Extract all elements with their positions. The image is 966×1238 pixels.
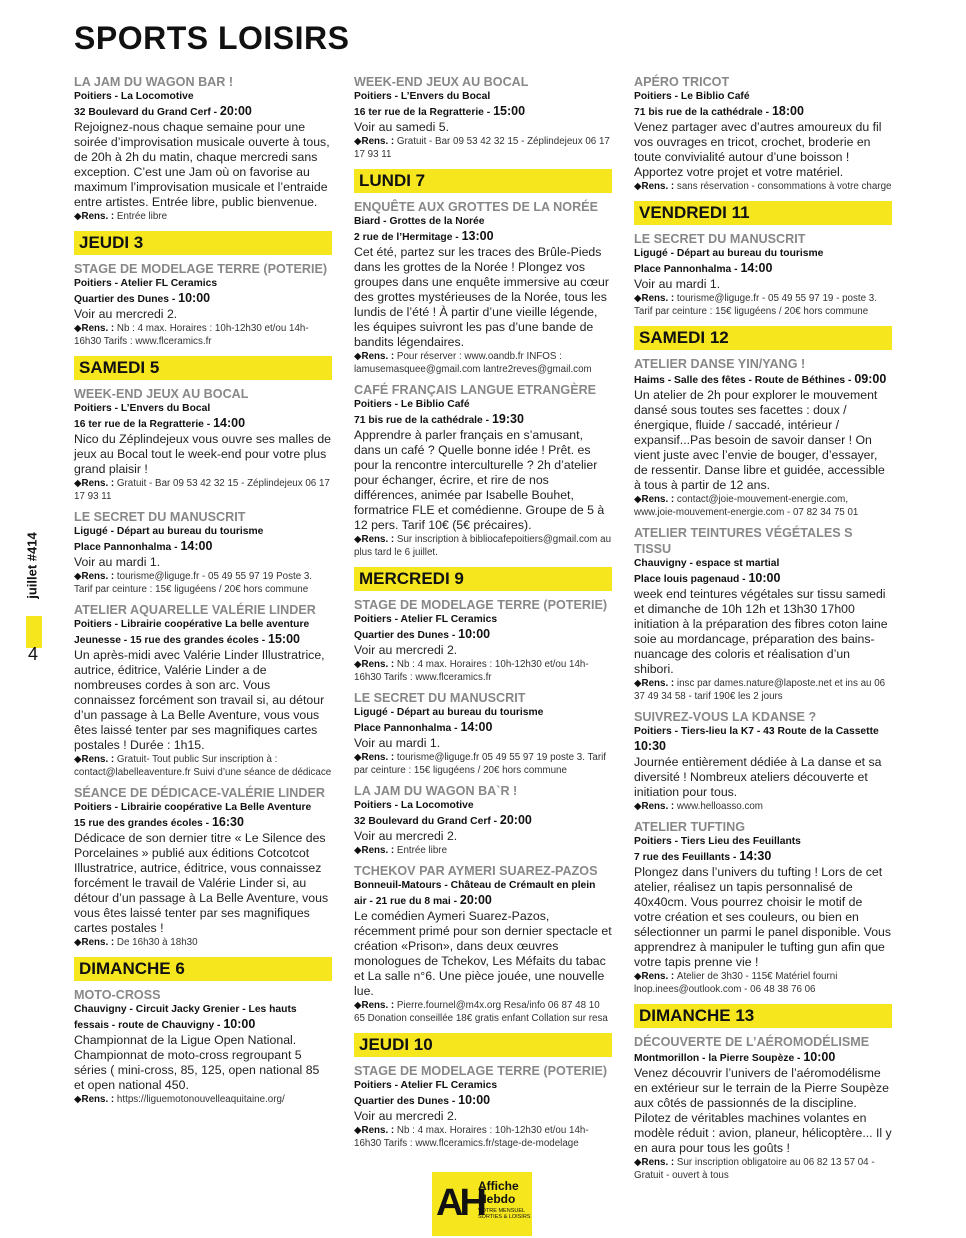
event-description: Rejoignez-nous chaque semaine pour une soirée d’improvisation musicale ouverte à tous, de 20h à 2h du matin, chaque mercredi sans exception. C’est une Jam où on favorise au maximum l’improvisation musicale et l’entraide entre artistes. Entrée libre, public bienvenue. xyxy=(74,120,330,209)
event xyxy=(74,602,332,779)
event-title: WEEK-END JEUX AU BOCAL xyxy=(74,387,249,401)
event-info: ◆Rens. : De 16h30 à 18h30 xyxy=(74,937,198,948)
event xyxy=(354,783,612,857)
event-time: 10:30 xyxy=(634,739,666,753)
event-address xyxy=(634,739,892,755)
event-time: 10:00 xyxy=(803,1050,836,1064)
event-address: 16 ter rue de la Regratterie - 14:00 xyxy=(74,416,246,430)
event-info: ◆Rens. : tourisme@liguge.fr 05 49 55 97 19 poste 3. Tarif par ceinture : 15€ ligugéens / 20€ hors commune xyxy=(354,752,607,776)
page-margin-info xyxy=(22,520,46,670)
event-description: Nico du Zéplindejeux vous ouvre ses malles de jeux au Bocal tout le week-end pour votre plus grand plaisir ! xyxy=(74,432,332,476)
event-title: LE SECRET DU MANUSCRIT xyxy=(634,232,806,246)
event-title: ATELIER TUFTING xyxy=(634,820,746,834)
event-title: SÉANCE DE DÉDICACE-VALÉRIE LINDER xyxy=(74,786,325,800)
event xyxy=(354,1063,612,1150)
event-venue: Poitiers - Le Biblio Café xyxy=(634,91,750,102)
event xyxy=(74,386,332,503)
event-address: Place Pannonhalma - 14:00 xyxy=(354,720,493,734)
event-description: Voir au mercredi 2. xyxy=(354,1109,458,1123)
event-time: 14:00 xyxy=(213,416,246,430)
event-venue: Poitiers - L’Envers du Bocal xyxy=(74,403,211,414)
section-title: SPORTS LOISIRS xyxy=(74,20,350,56)
event-info: ◆Rens. : Nb : 4 max. Horaires : 10h-12h30 et/ou 14h-16h30 Tarifs : www.flceramics.fr xyxy=(354,659,589,683)
event-time: 09:00 xyxy=(854,372,887,386)
event-time: 14:00 xyxy=(460,720,493,734)
event-venue: Poitiers - La Locomotive xyxy=(74,91,194,102)
event-venue: Poitiers - Tiers Lieu des Feuillants xyxy=(634,836,801,847)
event-address: 7 rue des Feuillants - 14:30 xyxy=(634,849,772,863)
event-description: Voir au mardi 1. xyxy=(634,277,721,291)
event-address: 15 rue des grandes écoles - 16:30 xyxy=(74,815,244,829)
event-info: ◆Rens. : Gratuit- Tout public Sur inscription à : contact@labelleaventure.fr Suivi d’une séance de dédicace xyxy=(74,754,332,778)
event-venue: Ligugé - Départ au bureau du tourisme xyxy=(354,707,544,718)
event-venue: Bonneuil-Matours - Château de Crémault en plein xyxy=(354,880,596,891)
event xyxy=(634,525,892,703)
event-info: ◆Rens. : Pierre.fournel@m4x.org Resa/info 06 87 48 10 65 Donation conseillée 18€ gratis enfant Collation sur resa xyxy=(354,1000,608,1024)
event-venue: Poitiers - La Locomotive xyxy=(354,800,474,811)
event-description: week end teintures végétales sur tissu samedi et dimanche de 10h 12h et 13h30 17h00 initiation à la préparation des fibres coton laine soie au mordancage, préparation des bains- nuancage des coloris et réalisation d’un shibori. xyxy=(634,587,888,676)
event-venue: Poitiers - L’Envers du Bocal xyxy=(354,91,491,102)
event-description: Dédicace de son dernier titre « Le Silence des Porcelaines » publié aux éditions Cotcotcot Illustratrice, autrice, éditrice, vous connaissez forcément le travail de Valérie Linder si, au détour d’un passage à La Belle Aventure, vous vous êtes laissé tenter par ses magnifiques cartes postales ! xyxy=(74,831,329,935)
event-address: Place louis pagenaud - 10:00 xyxy=(634,571,781,585)
event-description: Un après-midi avec Valérie Linder Illustratrice, autrice, éditrice, Valérie Linder a de nombreuses cordes à son arc. Vous connaissez forcément son travail si, au détour d’un passage à La Belle Aventure, vous vous êtes laissé tenter par ses magnifiques cartes postales ! Durée : 1h15. xyxy=(74,648,325,752)
day-heading: DIMANCHE 13 xyxy=(634,1004,892,1028)
event-title: LE SECRET DU MANUSCRIT xyxy=(74,510,246,524)
event-address: 32 Boulevard du Grand Cerf - 20:00 xyxy=(74,104,252,118)
event-description: Apprendre à parler français en s’amusant, dans un café ? Quelle bonne idée ! Prêt. es pour la rencontre interculturelle ? 2h d’atelier pour échanger, écrire, et rire de nos différences, animée par Isabelle Bouhet, formatrice FLE et comédienne. Groupe de 5 à 12 pers. Tarif 10€ (5€ précaires). xyxy=(354,428,605,532)
event-info: ◆Rens. : https://liguemotonouvelleaquitaine.org/ xyxy=(74,1094,285,1105)
event-description: Voir au mercredi 2. xyxy=(74,307,178,321)
event-address: 71 bis rue de la cathédrale - 19:30 xyxy=(354,412,524,426)
event-description: Cet été, partez sur les traces des Brûle-Pieds dans les grottes de la Norée ! Plongez vos groupes dans une enquête immersive au cœur des grottes mystérieuses de la Norée, tous les lundis de l’été ! À partir d’une vieille légende, les équipes suivront les pas d’une bande de bandits légendaires. xyxy=(354,245,609,349)
event-info: ◆Rens. : Entrée libre xyxy=(74,211,168,222)
event xyxy=(634,1034,892,1182)
event-description: Le comédien Aymeri Suarez-Pazos, récemment primé pour son dernier spectacle et création «Prison», dans deux œuvres monologues de Tchekov, Les Méfaits du tabac et La salle n°6. Une pièce jouée, une nouvelle lue. xyxy=(354,909,612,998)
column-1 xyxy=(74,74,332,1108)
event-time: 20:00 xyxy=(219,104,252,118)
event-description: Championnat de la Ligue Open National. Championnat de moto-cross regroupant 5 séries ( mini-cross, 85, 125, open national 85 et open national 450. xyxy=(74,1033,320,1092)
event-title: LE SECRET DU MANUSCRIT xyxy=(354,691,526,705)
event xyxy=(74,74,332,223)
event-title: STAGE DE MODELAGE TERRE (POTERIE) xyxy=(354,598,608,612)
event-description: Voir au mercredi 2. xyxy=(354,829,458,843)
event-title: ATELIER DANSE YIN/YANG ! xyxy=(634,357,806,371)
logo-tagline: VOTRE MENSUEL SORTIES & LOISIRS xyxy=(478,1208,531,1220)
issue-label: juillet #414 xyxy=(24,532,40,599)
event-time: 19:30 xyxy=(491,412,524,426)
day-heading: SAMEDI 5 xyxy=(74,356,332,380)
column-3 xyxy=(634,74,892,1184)
day-heading: VENDREDI 11 xyxy=(634,201,892,225)
event xyxy=(354,597,612,684)
event-time: 20:00 xyxy=(499,813,532,827)
event-description: Venez partager avec d’autres amoureux du fil vos ouvrages en tricot, crochet, broderie en toute convivialité autour d’une boisson ! Apportez votre projet et votre matériel. xyxy=(634,120,882,179)
event xyxy=(74,261,332,348)
event-title: MOTO-CROSS xyxy=(74,988,161,1002)
event-address: 16 ter rue de la Regratterie - 15:00 xyxy=(354,104,526,118)
day-heading: JEUDI 10 xyxy=(354,1033,612,1057)
event-venue: Chauvigny - espace st martial xyxy=(634,558,780,569)
event xyxy=(634,356,892,519)
event-venue: Ligugé - Départ au bureau du tourisme xyxy=(634,248,824,259)
column-2 xyxy=(354,74,612,1152)
day-heading: SAMEDI 12 xyxy=(634,326,892,350)
event-venue: Poitiers - Librairie coopérative La Belle Aventure xyxy=(74,802,312,813)
event-venue: Ligugé - Départ au bureau du tourisme xyxy=(74,526,264,537)
event-title: TCHEKOV PAR AYMERI SUAREZ-PAZOS xyxy=(354,864,598,878)
event-description: Voir au mardi 1. xyxy=(74,555,161,569)
day-heading: LUNDI 7 xyxy=(354,169,612,193)
event-title: ATELIER AQUARELLE VALÉRIE LINDER xyxy=(74,603,316,617)
event-time: 15:00 xyxy=(493,104,526,118)
event-info: ◆Rens. : Sur inscription obligatoire au 06 82 13 57 04 - Gratuit - ouvert à tous xyxy=(634,1157,875,1181)
event-address: Haims - Salle des fêtes - Route de Béthines - 09:00 xyxy=(634,372,887,386)
day-heading: JEUDI 3 xyxy=(74,231,332,255)
day-heading: MERCREDI 9 xyxy=(354,567,612,591)
event xyxy=(74,785,332,949)
event-venue: Poitiers - Tiers-lieu la K7 - 43 Route de la Cassette xyxy=(634,726,879,737)
event-description: Venez découvrir l’univers de l’aéromodélisme en extérieur sur le terrain de la Pierre Soupèze aux côtés de passionnés de la discipline. Pilotez de véritables machines volantes en modèle réduit : avion, planeur, hélicoptère... Il y en aura pour tous les goûts ! xyxy=(634,1066,892,1155)
event-address: Quartier des Dunes - 10:00 xyxy=(354,1093,491,1107)
logo-name: Affiche Hebdo xyxy=(478,1179,519,1206)
event-info: ◆Rens. : Pour réserver : www.oandb.fr INFOS : lamusemasquee@gmail.com lantre2reves@gmail.com xyxy=(354,351,592,375)
event-title: LA JAM DU WAGON BAR ! xyxy=(74,75,234,89)
event-info: ◆Rens. : Nb : 4 max. Horaires : 10h-12h30 et/ou 14h-16h30 Tarifs : www.flceramics.fr/stage-de-modelage xyxy=(354,1125,589,1149)
event xyxy=(634,74,892,193)
event-address: 32 Boulevard du Grand Cerf - 20:00 xyxy=(354,813,532,827)
event-time: 18:00 xyxy=(771,104,804,118)
event-title: SUIVREZ-VOUS LA KDANSE ? xyxy=(634,710,817,724)
event-time: 20:00 xyxy=(459,893,492,907)
event-time: 10:00 xyxy=(458,1093,491,1107)
event-title: APÉRO TRICOT xyxy=(634,75,730,89)
event-title: STAGE DE MODELAGE TERRE (POTERIE) xyxy=(354,1064,608,1078)
event-address: Place Pannonhalma - 14:00 xyxy=(634,261,773,275)
event-time: 13:00 xyxy=(461,229,494,243)
event-description: Voir au mercredi 2. xyxy=(354,643,458,657)
event xyxy=(354,863,612,1025)
event xyxy=(74,987,332,1106)
event-title: WEEK-END JEUX AU BOCAL xyxy=(354,75,529,89)
event-info: ◆Rens. : Gratuit - Bar 09 53 42 32 15 - Zéplindejeux 06 17 17 93 11 xyxy=(354,136,610,160)
event-address: Jeunesse - 15 rue des grandes écoles - 15:00 xyxy=(74,632,301,646)
event-venue: Chauvigny - Circuit Jacky Grenier - Les hauts xyxy=(74,1004,297,1015)
event-info: ◆Rens. : contact@joie-mouvement-energie.com, www.joie-mouvement-energie.com - 07 82 34 75 01 xyxy=(634,494,859,518)
event-info: ◆Rens. : Sur inscription à bibliocafepoitiers@gmail.com au plus tard le 6 juillet. xyxy=(354,534,612,558)
event-venue: Poitiers - Le Biblio Café xyxy=(354,399,470,410)
event-title: STAGE DE MODELAGE TERRE (POTERIE) xyxy=(74,262,328,276)
event-title: ATELIER TEINTURES VÉGÉTALES S TISSU xyxy=(634,526,853,556)
event-title: ENQUÊTE AUX GROTTES DE LA NORÉE xyxy=(354,200,598,214)
event-address: fessais - route de Chauvigny - 10:00 xyxy=(74,1017,256,1031)
event xyxy=(634,231,892,318)
event-time: 14:00 xyxy=(180,539,213,553)
event-address: 2 rue de l’Hermitage - 13:00 xyxy=(354,229,494,243)
event-info: ◆Rens. : Nb : 4 max. Horaires : 10h-12h30 et/ou 14h-16h30 Tarifs : www.flceramics.fr xyxy=(74,323,309,347)
event-time: 15:00 xyxy=(268,632,301,646)
event-info: ◆Rens. : sans réservation - consommations à votre charge xyxy=(634,181,892,192)
event-time: 10:00 xyxy=(748,571,781,585)
event xyxy=(634,819,892,996)
event-time: 10:00 xyxy=(223,1017,256,1031)
event-description: Un atelier de 2h pour explorer le mouvement dansé sous toutes ses facettes : doux / énergique, fluide / saccadé, intérieur / expansif...Pas besoin de savoir danser ! On vient juste avec l’envie de bouger, d’essayer, de ressentir. Danse libre et guidée, accessible à tous à partir de 12 ans. xyxy=(634,388,885,492)
event-address: Place Pannonhalma - 14:00 xyxy=(74,539,213,553)
event-info: ◆Rens. : tourisme@liguge.fr - 05 49 55 97 19 - poste 3. Tarif par ceinture : 15€ ligugéens / 20€ hors commune xyxy=(634,293,877,317)
day-heading: DIMANCHE 6 xyxy=(74,957,332,981)
event-venue: Poitiers - Librairie coopérative La belle aventure xyxy=(74,619,310,630)
event-info: ◆Rens. : Gratuit - Bar 09 53 42 32 15 - Zéplindejeux 06 17 17 93 11 xyxy=(74,478,330,502)
event-info: ◆Rens. : insc par dames.nature@laposte.net et ins au 06 37 49 34 58 - tarif 190€ les 2 jours xyxy=(634,678,886,702)
event-info: ◆Rens. : tourisme@liguge.fr - 05 49 55 97 19 Poste 3. Tarif par ceinture : 15€ ligugéens / 20€ hors commune xyxy=(74,571,313,595)
event xyxy=(354,74,612,161)
event-time: 10:00 xyxy=(178,291,211,305)
logo-mark: AH xyxy=(436,1182,483,1224)
event-info: ◆Rens. : Atelier de 3h30 - 115€ Matériel fourni lnop.inees@outlook.com - 06 48 38 76 06 xyxy=(634,971,838,995)
event-time: 14:30 xyxy=(739,849,772,863)
event-description: Voir au samedi 5. xyxy=(354,120,450,134)
event-title: DÉCOUVERTE DE L’AÉROMODÉLISME xyxy=(634,1035,870,1049)
section-header xyxy=(74,18,349,58)
event-description: Plongez dans l’univers du tufting ! Lors de cet atelier, réalisez un tapis personnalisé de 40x40cm. Vous pourrez choisir le motif de votre création et ses couleurs, ou bien en sélectionner un parmi le panel disponible. Vous apprendrez à manipuler le tufting gun afin que votre tapis prenne vie ! xyxy=(634,865,892,969)
event-address: 71 bis rue de la cathédrale - 18:00 xyxy=(634,104,804,118)
affiche-hebdo-logo xyxy=(432,1172,532,1236)
event-time: 10:00 xyxy=(458,627,491,641)
event xyxy=(354,382,612,559)
event xyxy=(354,690,612,777)
event-time: 14:00 xyxy=(740,261,773,275)
event-info: ◆Rens. : www.helloasso.com xyxy=(634,801,763,812)
event xyxy=(634,709,892,813)
event xyxy=(74,509,332,596)
event-description: Voir au mardi 1. xyxy=(354,736,441,750)
event-title: CAFÉ FRANÇAIS LANGUE ETRANGÈRE xyxy=(354,383,597,397)
event-description: Journée entièrement dédiée à La danse et sa diversité ! Nombreux ateliers découverte et initiation pour tous. xyxy=(634,755,882,799)
event-address: Quartier des Dunes - 10:00 xyxy=(74,291,211,305)
event-venue: Biard - Grottes de la Norée xyxy=(354,216,485,227)
event-address: air - 21 rue du 8 mai - 20:00 xyxy=(354,893,492,907)
event-address: Quartier des Dunes - 10:00 xyxy=(354,627,491,641)
event-title: LA JAM DU WAGON BA`R ! xyxy=(354,784,518,798)
page-number: 4 xyxy=(28,644,39,664)
event-venue: Poitiers - Atelier FL Ceramics xyxy=(354,614,498,625)
event-info: ◆Rens. : Entrée libre xyxy=(354,845,448,856)
event-time: 16:30 xyxy=(211,815,244,829)
event-venue: Poitiers - Atelier FL Ceramics xyxy=(74,278,218,289)
event-venue: Poitiers - Atelier FL Ceramics xyxy=(354,1080,498,1091)
event xyxy=(354,199,612,376)
event-address: Montmorillon - la Pierre Soupèze - 10:00 xyxy=(634,1050,836,1064)
